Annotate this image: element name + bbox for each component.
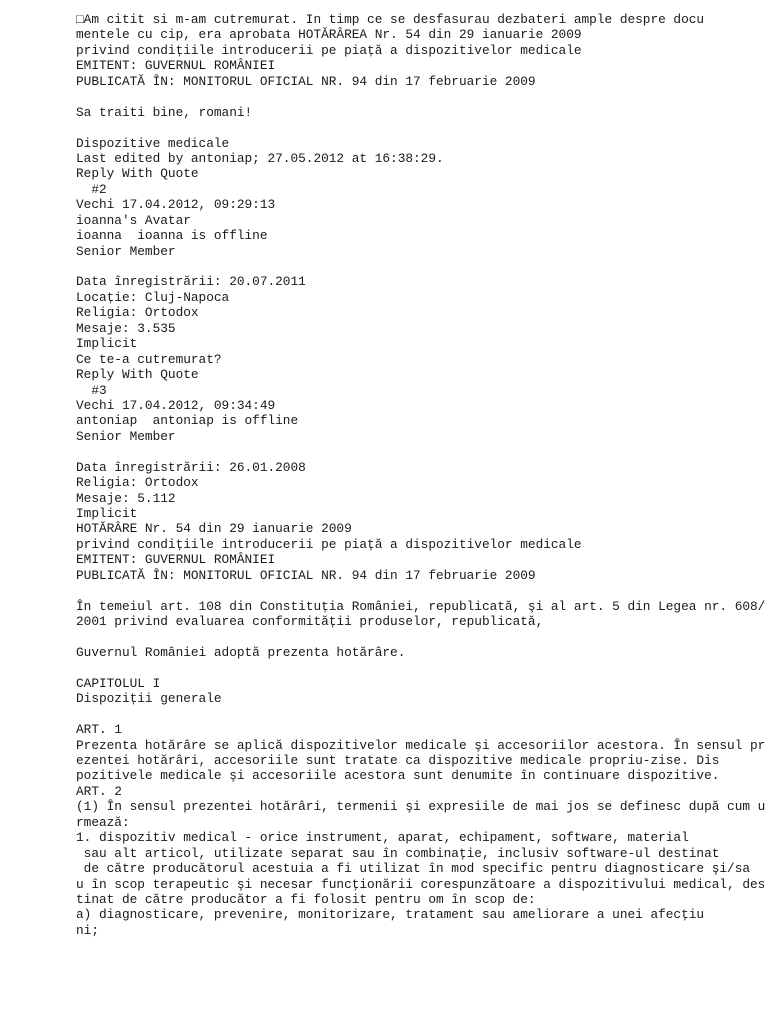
text-line: Data înregistrării: 20.07.2011	[76, 274, 306, 290]
text-line: de către producătorul acestuia a fi utilizat în mod specific pentru diagnosticare şi/sa	[76, 861, 751, 877]
text-line: #2	[76, 181, 107, 197]
text-line: u în scop terapeutic şi necesar funcţionării corespunzătoare a dispozitivului medical, des	[76, 876, 766, 892]
text-line: PUBLICATĂ ÎN: MONITORUL OFICIAL NR. 94 din 17 februarie 2009	[76, 73, 536, 89]
text-line: ezentei hotărâri, accesoriile sunt tratate ca dispozitive medicale propriu-zise. Dis	[76, 753, 720, 768]
text-line: pozitivele medicale şi accesoriile acestora sunt denumite în continuare dispozitive.	[76, 768, 720, 784]
blank-line	[76, 583, 766, 598]
text-line: rmează:	[76, 814, 130, 830]
text-line: Dispoziții generale	[76, 691, 222, 707]
text-line: Reply With Quote	[76, 367, 199, 383]
text-line: mentele cu cip, era aprobata HOTĂRÂREA Nr. 54 din 29 ianuarie 2009	[76, 27, 582, 43]
text-line: Reply With Quote	[76, 166, 199, 182]
text-line: Implicit	[76, 506, 138, 521]
text-line: 2001 privind evaluarea conformității produselor, republicată,	[76, 614, 544, 630]
text-line: Sa traiti bine, romani!	[76, 104, 253, 120]
blank-line	[76, 120, 766, 135]
text-line: ART. 1	[76, 722, 122, 738]
blank-line	[76, 707, 766, 722]
text-line: Vechi 17.04.2012, 09:34:49	[76, 397, 276, 413]
text-line: HOTĂRÂRE Nr. 54 din 29 ianuarie 2009	[76, 521, 352, 537]
text-line: 1. dispozitiv medical - orice instrument, aparat, echipament, software, material	[76, 830, 689, 846]
text-line: Mesaje: 3.535	[76, 320, 176, 336]
text-line: Mesaje: 5.112	[76, 490, 176, 506]
text-line: □Am citit si m-am cutremurat. In timp ce se desfasurau dezbateri ample despre docu	[76, 12, 705, 27]
blank-line	[76, 89, 766, 104]
text-line: #3	[76, 382, 107, 398]
text-line: ART. 2	[76, 783, 122, 799]
text-line: ioanna ioanna is offline	[76, 228, 268, 244]
text-line: Religia: Ortodox	[76, 475, 199, 491]
blank-line	[76, 630, 766, 645]
text-line: privind condițiile introducerii pe piață a dispozitivelor medicale	[76, 536, 582, 552]
text-line: Senior Member	[76, 243, 176, 259]
blank-line	[76, 444, 766, 459]
document-text	[76, 12, 766, 938]
blank-line	[76, 660, 766, 675]
text-line: În temeiul art. 108 din Constituția României, republicată, şi al art. 5 din Legea nr. 608/	[76, 598, 766, 614]
text-line: Dispozitive medicale	[76, 135, 230, 151]
text-line: Vechi 17.04.2012, 09:29:13	[76, 197, 276, 213]
text-line: Implicit	[76, 336, 138, 352]
text-line: tinat de către producător a fi folosit pentru om în scop de:	[76, 891, 536, 907]
text-line: Last edited by antoniap; 27.05.2012 at 16:38:29.	[76, 150, 444, 166]
text-line: EMITENT: GUVERNUL ROMÂNIEI	[76, 58, 276, 74]
text-line: Prezenta hotărâre se aplică dispozitivelor medicale şi accesoriilor acestora. În sensul pr	[76, 737, 766, 753]
text-line: sau alt articol, utilizate separat sau în combinaţie, inclusiv software-ul destinat	[76, 845, 720, 861]
text-line: Senior Member	[76, 428, 176, 444]
text-line: ioanna's Avatar	[76, 212, 191, 228]
text-line: antoniap antoniap is offline	[76, 413, 299, 429]
text-line: EMITENT: GUVERNUL ROMÂNIEI	[76, 552, 276, 568]
text-line: Data înregistrării: 26.01.2008	[76, 459, 306, 475]
text-line: PUBLICATĂ ÎN: MONITORUL OFICIAL NR. 94 din 17 februarie 2009	[76, 567, 536, 583]
text-line: (1) În sensul prezentei hotărâri, termenii şi expresiile de mai jos se definesc după cum u	[76, 799, 766, 815]
text-line: Locație: Cluj-Napoca	[76, 289, 230, 305]
text-line: ni;	[76, 922, 99, 938]
blank-line	[76, 259, 766, 274]
text-line: a) diagnosticare, prevenire, monitorizare, tratament sau ameliorare a unei afecţiu	[76, 907, 705, 923]
text-line: Ce te-a cutremurat?	[76, 351, 222, 367]
text-line: Religia: Ortodox	[76, 305, 199, 321]
text-line: CAPITOLUL I	[76, 675, 161, 691]
text-line: privind condițiile introducerii pe piață a dispozitivelor medicale	[76, 42, 582, 58]
text-line: Guvernul României adoptă prezenta hotărâre.	[76, 644, 406, 660]
